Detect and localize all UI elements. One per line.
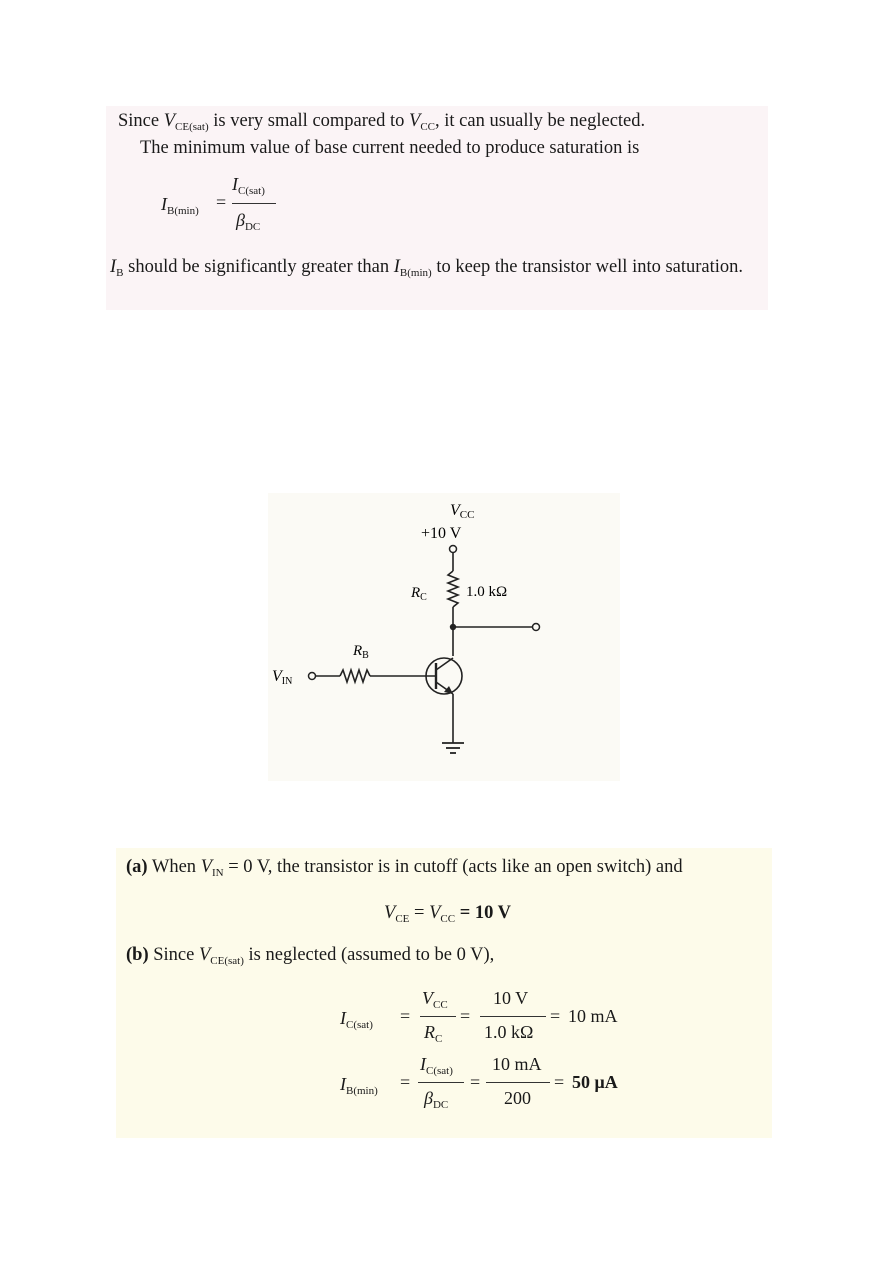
subscript: CE(sat): [175, 121, 209, 133]
fraction-bar: [480, 1016, 546, 1017]
fraction-denominator: [424, 1088, 448, 1109]
var-symbol: V: [450, 502, 460, 519]
transistor-collector-lead: [436, 658, 453, 670]
subscript: CE: [395, 913, 410, 925]
rc-value: 1.0 kΩ: [466, 584, 508, 600]
vce-equation: [384, 902, 511, 924]
part-b-label: (b): [126, 945, 149, 965]
var-symbol: R: [353, 643, 363, 659]
var-symbol: V: [409, 111, 421, 131]
rc-label: [410, 585, 427, 603]
subscript: CE(sat): [210, 955, 244, 967]
var-symbol: R: [411, 585, 421, 601]
emitter-arrow: [444, 686, 453, 694]
equals-sign: =: [400, 1072, 411, 1092]
subscript: B: [362, 650, 369, 661]
var-symbol: I: [232, 174, 238, 194]
text-run: , it can usually be neglected.: [435, 111, 646, 131]
vin-label: [272, 668, 292, 687]
vce-value: = 10 V: [455, 903, 512, 923]
var-symbol: I: [393, 257, 400, 277]
vcc-terminal: [450, 546, 457, 553]
subscript: CC: [420, 121, 436, 133]
subscript: C(sat): [346, 1019, 373, 1031]
var-symbol: I: [161, 194, 167, 214]
text-run: should be significantly greater than: [123, 257, 394, 277]
var-symbol: R: [424, 1022, 435, 1042]
text-run: Since: [118, 111, 164, 131]
subscript: C: [420, 592, 427, 603]
vin-terminal: [309, 673, 316, 680]
text-run: When: [151, 857, 201, 877]
output-terminal: [533, 624, 540, 631]
part-a-label: (a): [126, 857, 148, 877]
ib-min-result: 50 μA: [572, 1072, 618, 1092]
text-run: =: [409, 903, 430, 923]
saturation-note-panel: [106, 106, 768, 310]
text-run: is very small compared to: [208, 111, 410, 131]
var-symbol: I: [340, 1074, 346, 1094]
equals-sign: =: [550, 1006, 561, 1026]
var-symbol: I: [110, 257, 117, 277]
worked-solution-panel: [116, 848, 772, 1138]
subscript: B(min): [346, 1085, 378, 1097]
text-run: to keep the transistor well into saturation.: [431, 257, 744, 277]
equals-sign: =: [470, 1072, 481, 1092]
text-run: is neglected (assumed to be 0 V),: [243, 945, 495, 965]
subscript: IN: [281, 676, 293, 687]
rb-label: [352, 643, 369, 661]
subscript: C(sat): [238, 185, 265, 197]
fraction-bar: [420, 1016, 456, 1017]
ic-sat-result: 10 mA: [568, 1006, 618, 1026]
var-symbol: V: [384, 903, 396, 923]
subscript: DC: [244, 221, 261, 233]
fraction-numerator: 10 mA: [492, 1054, 542, 1074]
circuit-diagram: [268, 493, 620, 781]
subscript: CC: [433, 999, 448, 1011]
vcc-value: +10 V: [421, 525, 462, 542]
var-symbol: V: [422, 988, 433, 1008]
formula-denominator: [236, 210, 260, 231]
var-symbol: V: [272, 668, 282, 685]
equation-lhs: [340, 1074, 378, 1095]
text-run: = 0 V, the transistor is in cutoff (acts like an open switch) and: [223, 857, 683, 877]
var-symbol: V: [198, 945, 211, 965]
fraction-numerator: [422, 988, 448, 1009]
ground-icon: [442, 743, 464, 753]
vcesat-neglect-sentence: [118, 110, 645, 132]
fraction-bar: [486, 1082, 550, 1083]
fraction-numerator: 10 V: [493, 988, 529, 1008]
subscript: C(sat): [426, 1065, 453, 1077]
transistor-switch-circuit: [268, 493, 620, 781]
text-run: Since: [153, 945, 199, 965]
fraction-denominator: 200: [504, 1088, 531, 1108]
subscript: B: [116, 267, 124, 279]
part-b-sentence: [126, 944, 494, 966]
vcc-label: [450, 502, 474, 521]
var-symbol: β: [424, 1088, 433, 1108]
subscript: CC: [440, 913, 456, 925]
formula-numerator: [232, 174, 265, 195]
equation-lhs: [340, 1008, 373, 1029]
fraction-bar: [418, 1082, 464, 1083]
subscript: IN: [212, 867, 224, 879]
ib-greater-sentence: [110, 256, 743, 278]
var-symbol: I: [420, 1054, 426, 1074]
formula-lhs: [161, 194, 199, 215]
fraction-bar: [232, 203, 276, 204]
equals-sign: =: [554, 1072, 565, 1092]
equals-sign: =: [460, 1006, 471, 1026]
subscript: C: [435, 1033, 443, 1045]
min-base-current-sentence: The minimum value of base current needed to produce saturation is: [140, 138, 640, 158]
subscript: CC: [459, 509, 475, 521]
rb-resistor: [340, 670, 370, 682]
subscript: DC: [432, 1099, 449, 1111]
equals-sign: =: [216, 192, 227, 212]
var-symbol: V: [429, 903, 441, 923]
equals-sign: =: [400, 1006, 411, 1026]
subscript: B(min): [399, 267, 432, 279]
rc-resistor: [448, 571, 458, 607]
var-symbol: I: [340, 1008, 346, 1028]
fraction-numerator: [420, 1054, 453, 1075]
var-symbol: V: [200, 857, 212, 877]
var-symbol: V: [163, 111, 176, 131]
subscript: B(min): [167, 205, 199, 217]
part-a-sentence: [126, 856, 683, 878]
fraction-denominator: 1.0 kΩ: [484, 1022, 534, 1042]
var-symbol: β: [236, 210, 245, 230]
fraction-denominator: [424, 1022, 442, 1043]
